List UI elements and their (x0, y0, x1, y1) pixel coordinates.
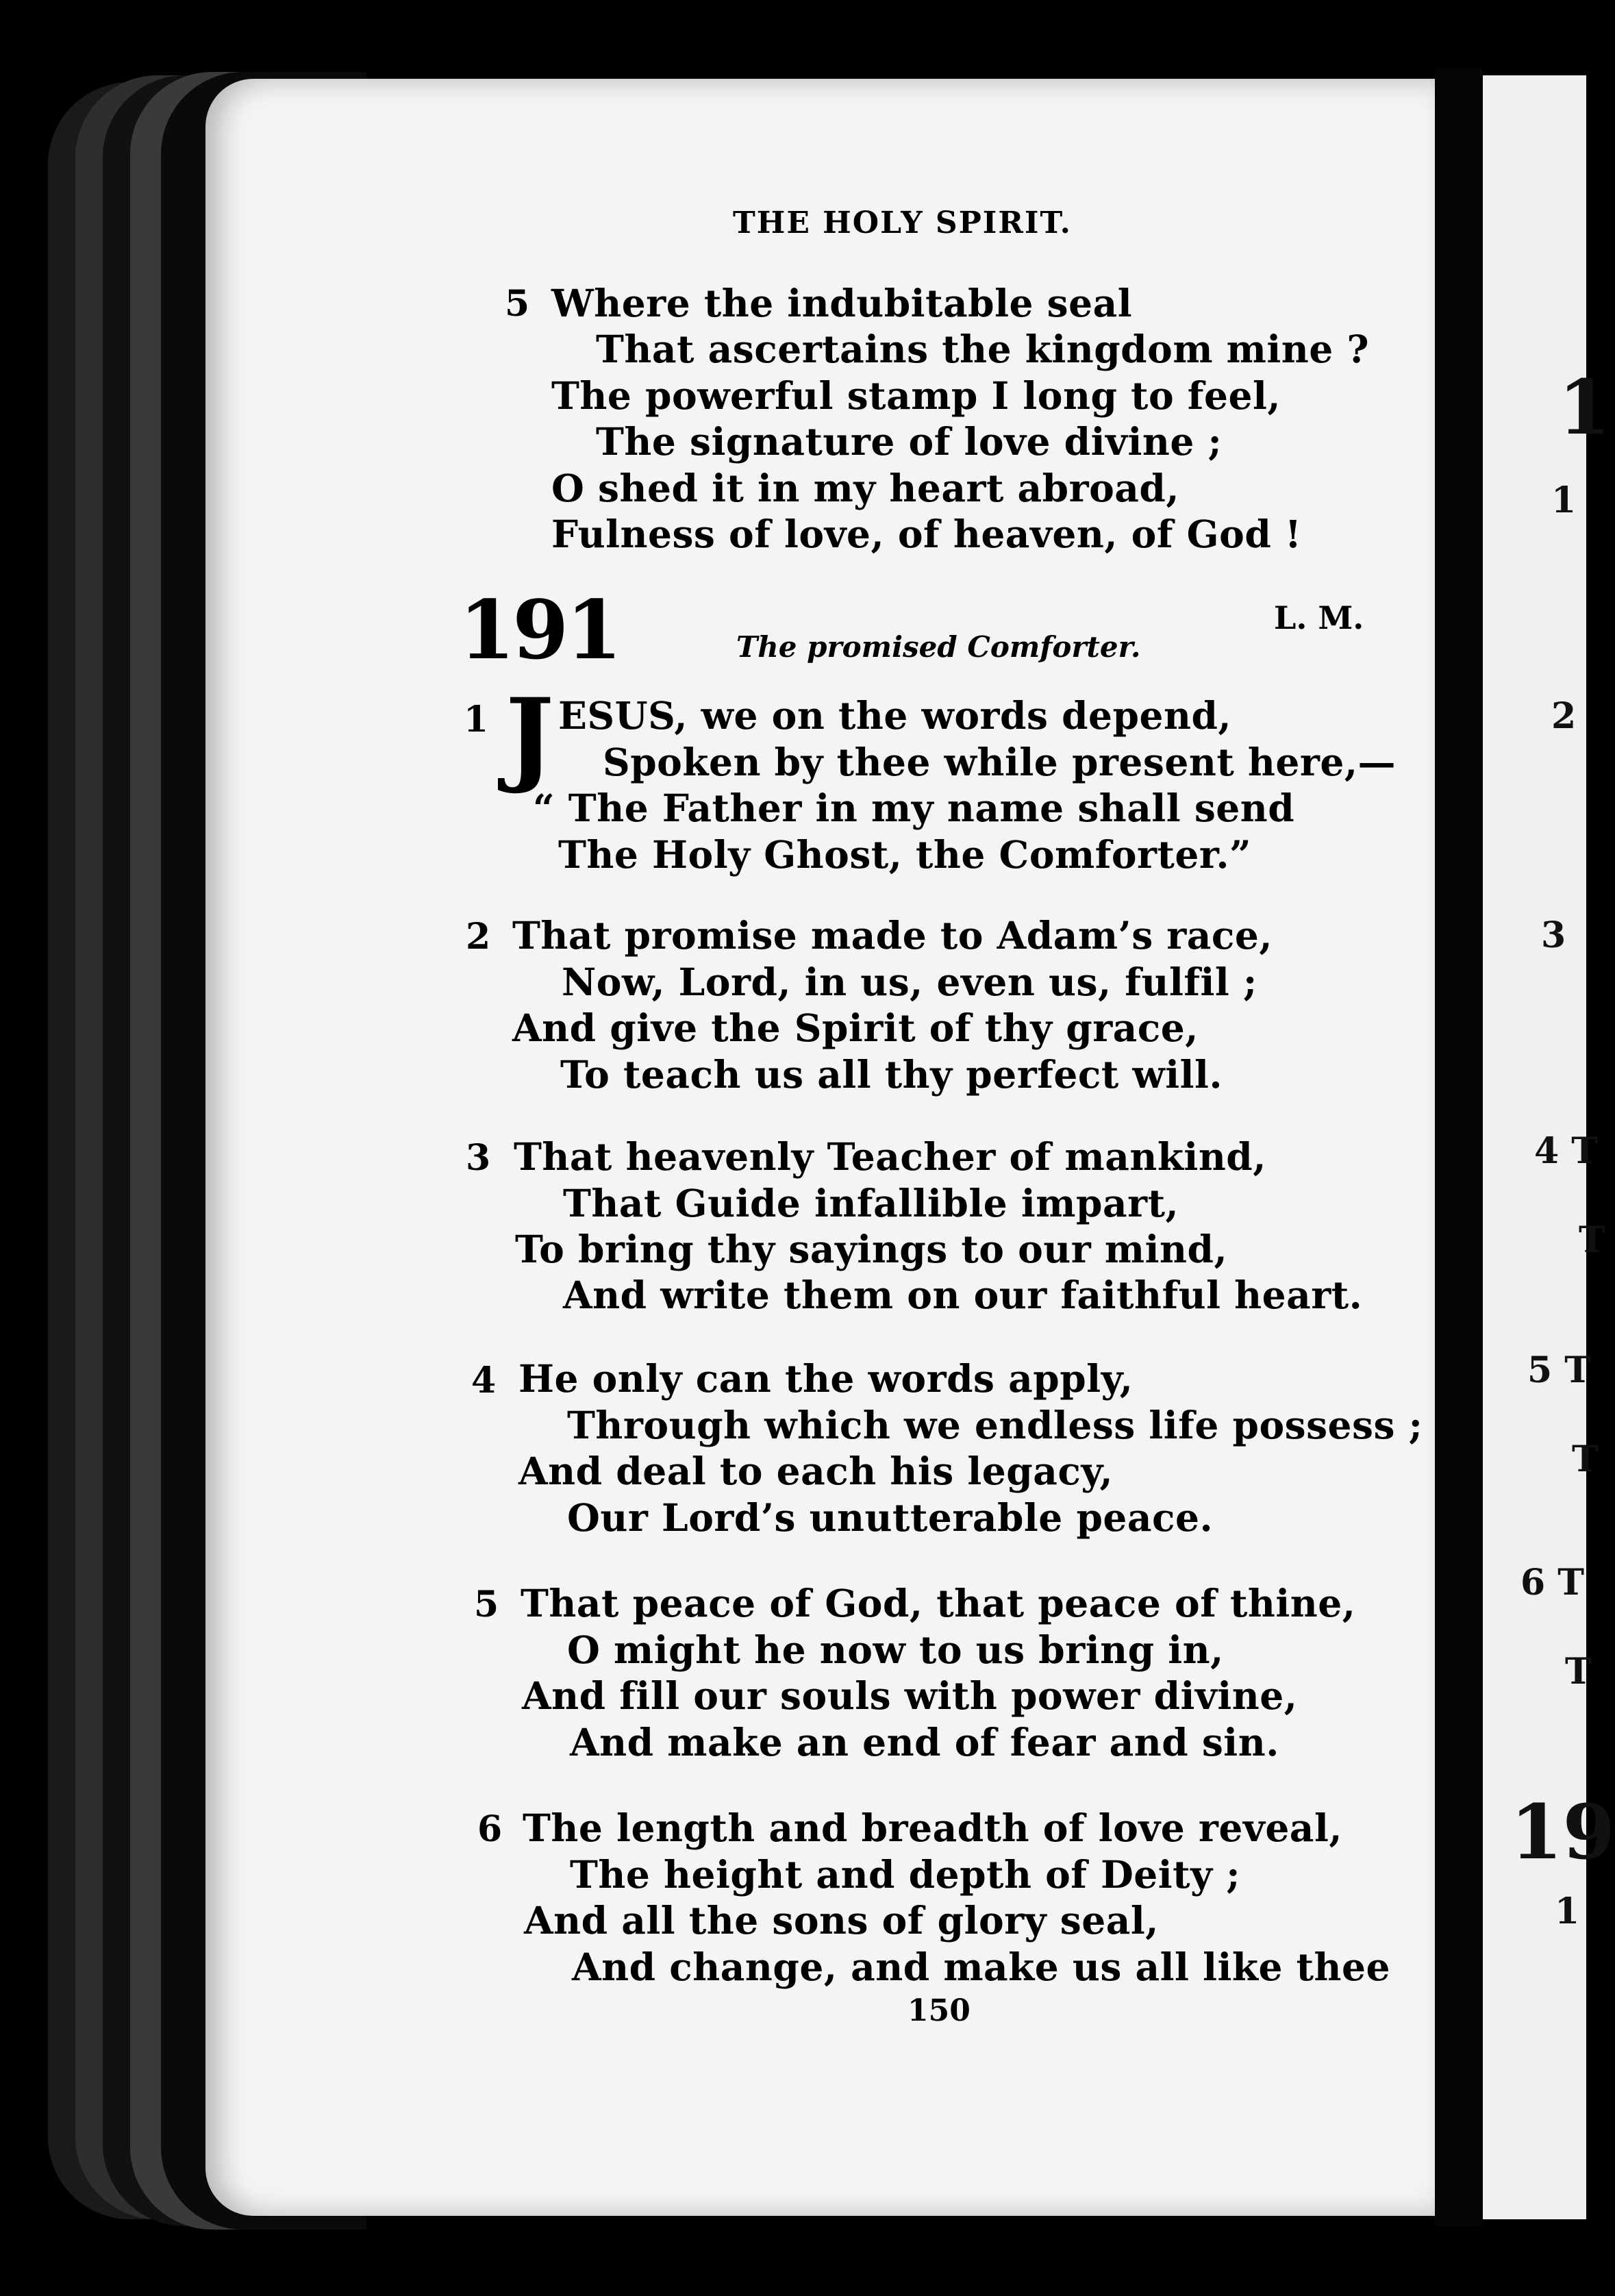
verse-line: And make an end of fear and sin. (570, 1720, 1279, 1764)
next-page-glyph: T (1572, 1438, 1599, 1480)
page-number: 150 (907, 1993, 971, 2028)
verse-line: Our Lord’s unutterable peace. (567, 1495, 1214, 1540)
verse-number: 4 (471, 1360, 497, 1401)
next-page-glyph: 4 T (1534, 1130, 1598, 1172)
verse-line: And change, and make us all like thee (572, 1945, 1391, 1989)
verse-line: The Holy Ghost, the Comforter.” (558, 832, 1252, 877)
verse-line: And deal to each his legacy, (518, 1449, 1114, 1493)
verse-line: That Guide infallible impart, (563, 1181, 1179, 1225)
next-page-glyph: 1 (1558, 363, 1611, 451)
verse-number: 5 (474, 1584, 499, 1625)
verse-number: 1 (464, 699, 489, 740)
verse-line: The length and breadth of love reveal, (523, 1806, 1342, 1850)
verse-line: “ The Father in my name shall send (533, 786, 1295, 830)
verse-line: The signature of love divine ; (596, 419, 1223, 464)
page-gutter (1435, 68, 1483, 2226)
verse-line: The powerful stamp I long to feel, (551, 373, 1281, 418)
verse-line: He only can the words apply, (518, 1356, 1134, 1401)
verse-line: To bring thy sayings to our mind, (515, 1227, 1228, 1271)
next-page-glyph: 3 (1541, 914, 1566, 956)
verse-number: 6 (477, 1808, 503, 1850)
hymn-title: The promised Comforter. (736, 630, 1141, 664)
verse-number: 2 (466, 916, 491, 958)
next-page-glyph: 6 T (1520, 1562, 1584, 1604)
next-page-sliver (1483, 75, 1615, 2219)
verse-line: And fill our souls with power divine, (522, 1673, 1298, 1718)
verse-line: Where the indubitable seal (551, 281, 1133, 325)
verse-line: O shed it in my heart abroad, (551, 466, 1180, 510)
next-page-glyph: 2 (1551, 695, 1577, 737)
verse-line: Fulness of love, of heaven, of God ! (551, 512, 1302, 556)
next-page-glyph: 19 (1510, 1788, 1615, 1876)
verse-number: 3 (466, 1137, 491, 1179)
verse-line: And write them on our faithful heart. (563, 1273, 1363, 1317)
verse-line: That heavenly Teacher of mankind, (514, 1134, 1266, 1179)
verse-number: 5 (505, 283, 530, 325)
next-page-glyph: 5 T (1527, 1349, 1591, 1391)
verse-line: Spoken by thee while present here,— (603, 740, 1396, 784)
hymn-meter: L. M. (1274, 599, 1364, 636)
next-page-glyph: 1 (1551, 479, 1577, 521)
verse-line: Now, Lord, in us, even us, fulfil ; (562, 960, 1257, 1004)
verse-line: And give the Spirit of thy grace, (512, 1006, 1199, 1050)
verse-line: ESUS, we on the words depend, (558, 693, 1232, 738)
drop-cap: J (505, 676, 554, 797)
verse-line: Through which we endless life possess ; (567, 1403, 1423, 1447)
verse-line: The height and depth of Deity ; (570, 1852, 1240, 1897)
verse-line: To teach us all thy perfect will. (560, 1052, 1223, 1097)
next-page-glyph: T (1579, 1219, 1605, 1261)
hymn-number: 191 (459, 582, 620, 677)
verse-line: That peace of God, that peace of thine, (521, 1581, 1356, 1625)
verse-line: That ascertains the kingdom mine ? (596, 327, 1370, 371)
next-page-glyph: T (1565, 1651, 1592, 1693)
running-header: THE HOLY SPIRIT. (733, 205, 1072, 240)
verse-line: That promise made to Adam’s race, (512, 913, 1273, 958)
verse-line: O might he now to us bring in, (567, 1627, 1224, 1672)
next-page-glyph: 1 (1555, 1891, 1580, 1932)
verse-line: And all the sons of glory seal, (524, 1898, 1159, 1943)
